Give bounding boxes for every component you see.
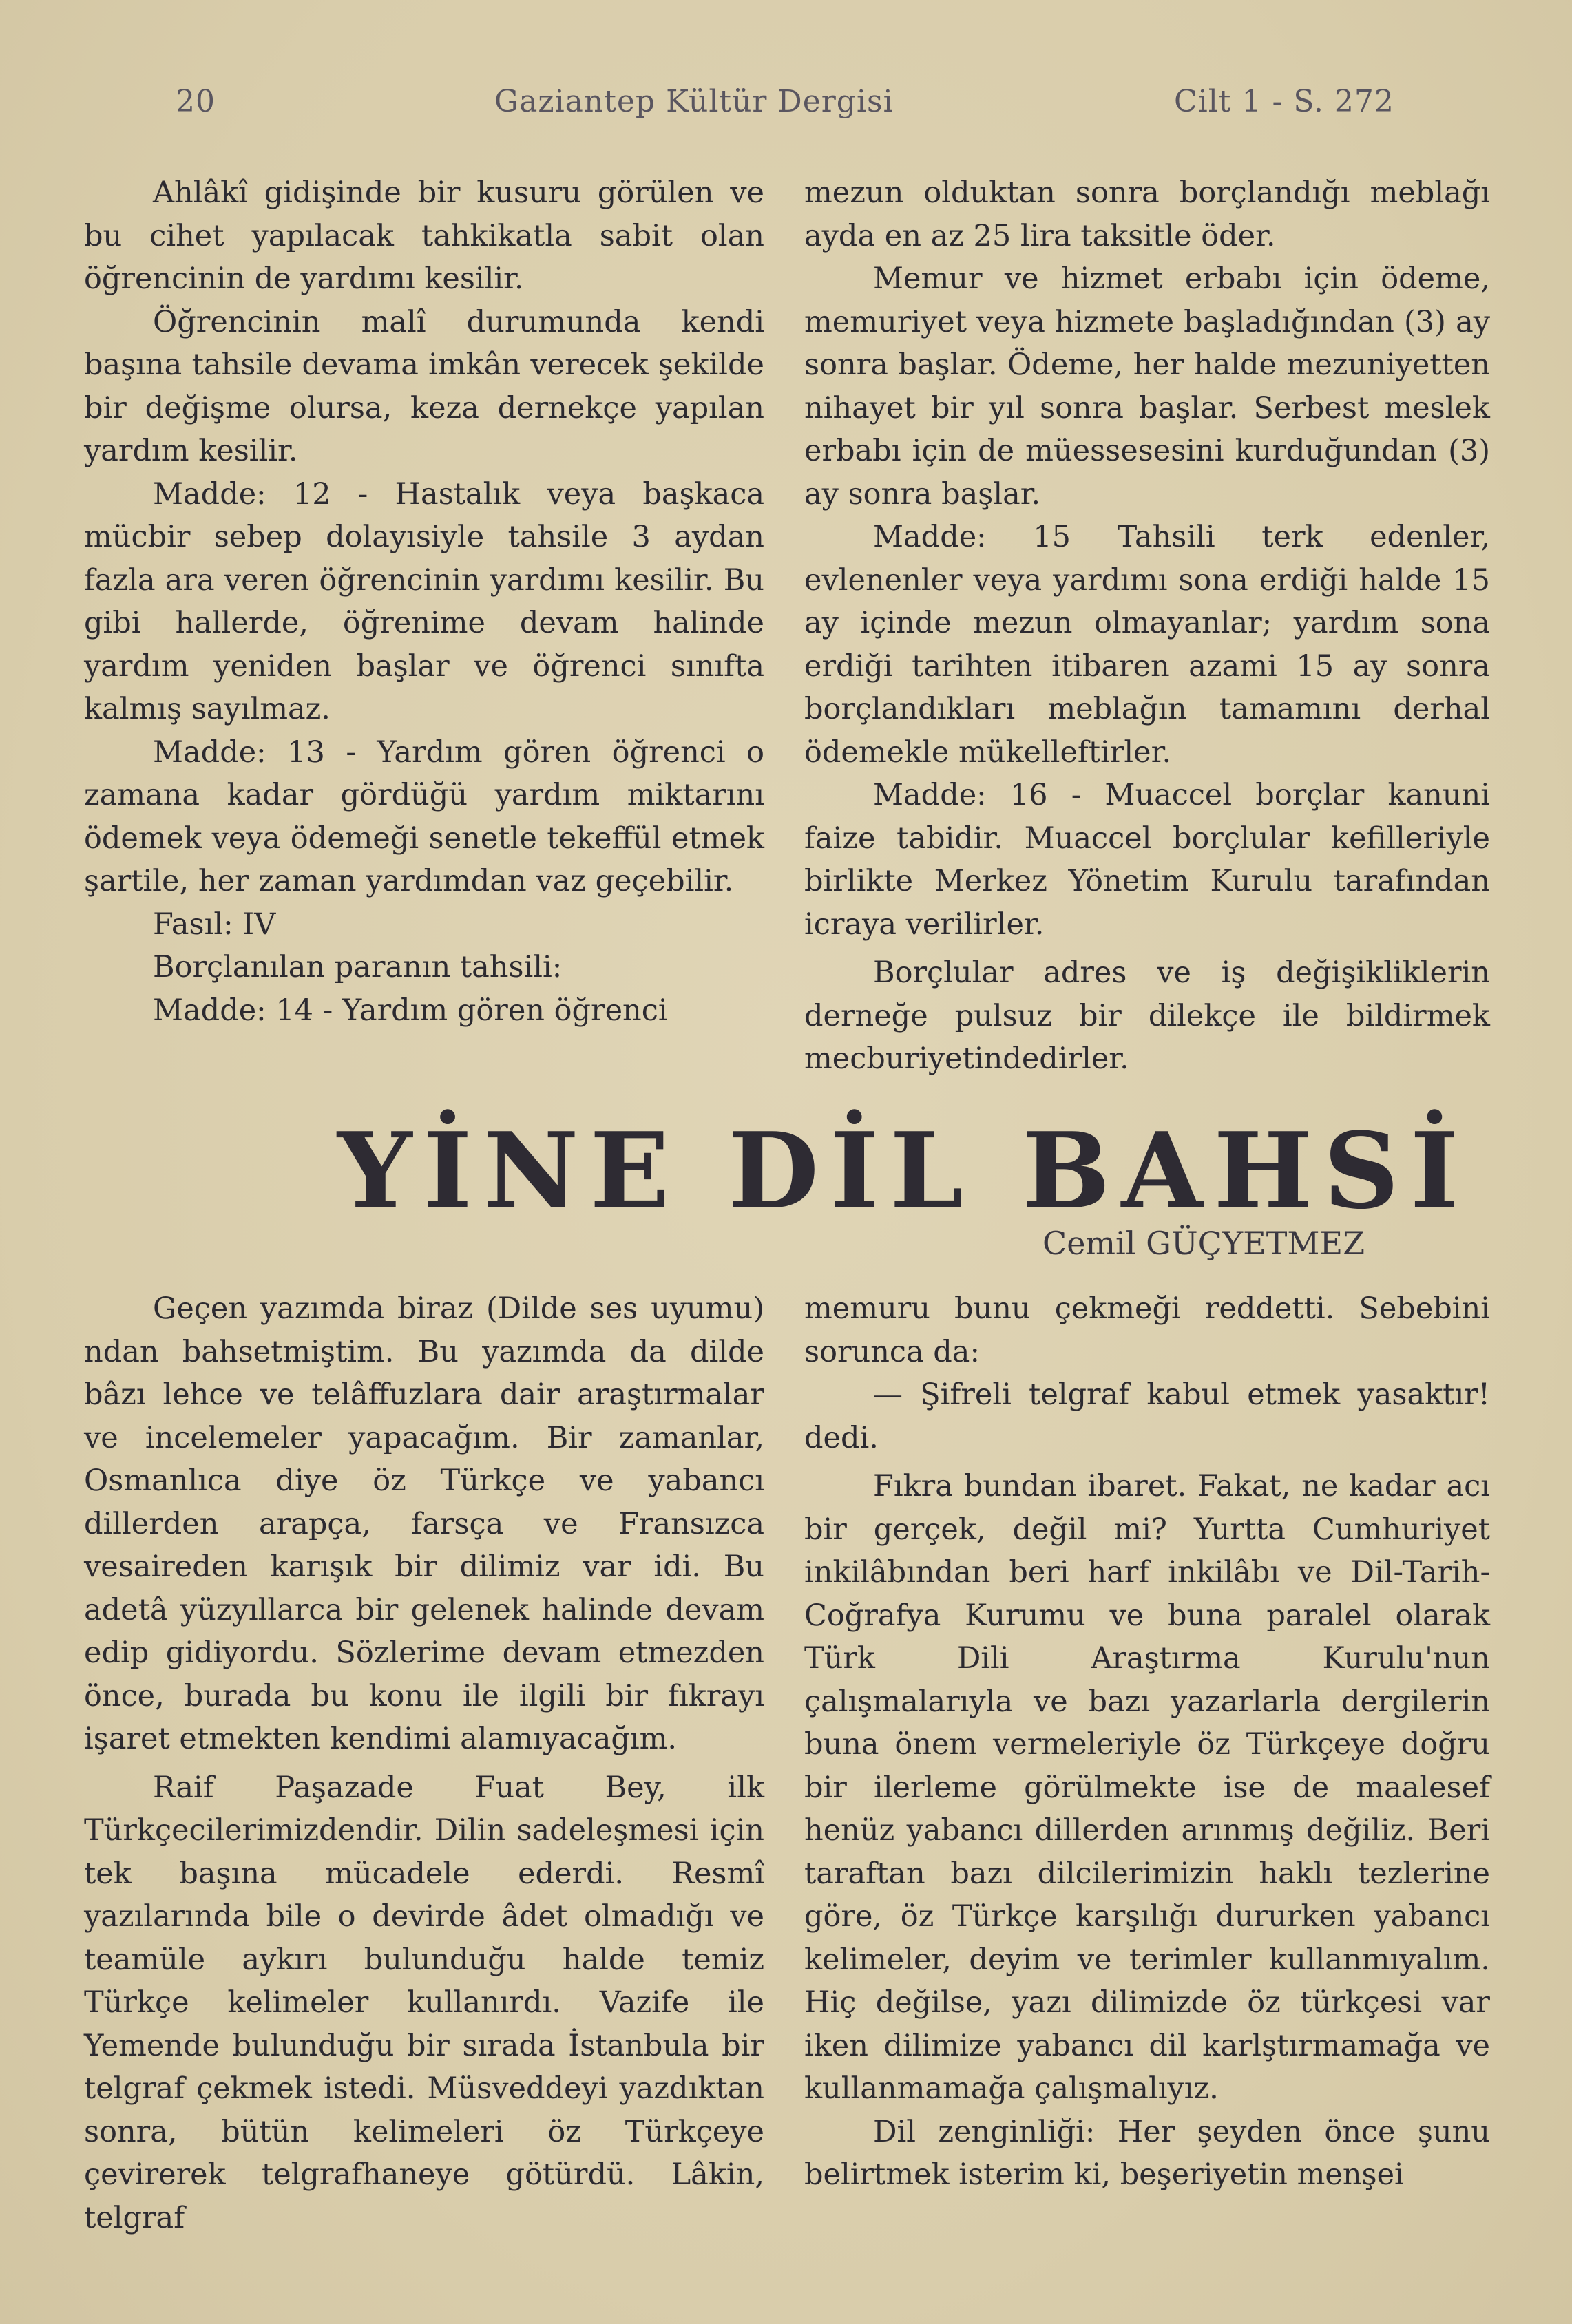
paragraph: Dil zenginliği: Her şeyden önce şunu belirtmek isterim ki, beşeriyetin menşei — [804, 2114, 1490, 2192]
paragraph: Öğrencinin malî durumunda kendi başına tahsile devama imkân verecek şekilde bir değişme olursa, keza dernekçe yapılan yardım kesilir. — [84, 304, 764, 468]
article-right-column — [804, 1287, 1490, 2197]
article-left-column — [84, 1287, 764, 2239]
article-author: Cemil GÜÇYETMEZ — [1042, 1225, 1365, 1262]
paragraph: Madde: 16 - Muaccel borçlar kanuni faize tabidir. Muaccel borçlular kefilleriyle birlikte Merkez Yönetim Kurulu tarafından icraya verilirler. — [804, 778, 1490, 942]
volume-issue: Cilt 1 - S. 272 — [1174, 84, 1394, 119]
journal-name: Gaziantep Kültür Dergisi — [494, 84, 894, 119]
top-right-column — [804, 171, 1490, 1081]
paragraph: Madde: 14 - Yardım gören öğrenci — [153, 993, 668, 1028]
section-subheading: Borçlanılan paranın tahsili: — [153, 950, 563, 984]
paragraph: Madde: 15 Tahsili terk edenler, evlenenler veya yardımı sona erdiği halde 15 ay içinde mezun olmayanlar; yardım sona erdiği tarihten itibaren azami 15 ay sonra borçlandıkları meblağın tamamını derhal ödemekle mükelleftirler. — [804, 520, 1490, 770]
dialogue-line: — Şifreli telgraf kabul etmek yasaktır! dedi. — [804, 1377, 1490, 1455]
paragraph: Geçen yazımda biraz (Dilde ses uyumu) ndan bahsetmiştim. Bu yazımda da dilde bâzı lehce ve telâffuzlara dair araştırmalar ve incelemeler yapacağım. Bir zamanlar, Osmanlıca diye öz Türkçe ve yabancı dillerden arapça, farsça ve Fransızca vesaireden karışık bir dilimiz var idi. Bu adetâ yüzyıllarca bir gelenek halinde devam edip gidiyordu. Sözlerime devam etmezden önce, burada bu konu ile ilgili bir fıkrayı işaret etmekten kendimi alamıyacağım. — [84, 1291, 764, 1756]
paragraph: Raif Paşazade Fuat Bey, ilk Türkçecilerimizdendir. Dilin sadeleşmesi için tek başına mücadele ederdi. Resmî yazılarında bile o devirde âdet olmadığı ve teamüle aykırı bulunduğu halde temiz Türkçe kelimeler kullanırdı. Vazife ile Yemende bulunduğu bir sırada İstanbula bir telgraf çekmek istedi. Müsveddeyi yazdıktan sonra, bütün kelimeleri öz Türkçeye çevirerek telgrafhaneye götürdü. Lâkin, telgraf — [84, 1770, 764, 2235]
paragraph: Borçlular adres ve iş değişikliklerin derneğe pulsuz bir dilekçe ile bildirmek mecburiyetindedirler. — [804, 955, 1490, 1076]
paragraph: memuru bunu çekmeği reddetti. Sebebini sorunca da: — [804, 1291, 1490, 1369]
paragraph: Fıkra bundan ibaret. Fakat, ne kadar acı bir gerçek, değil mi? Yurtta Cumhuriyet inkilâbından beri harf inkilâbı ve Dil-Tarih-Coğrafya Kurumu ve buna paralel olarak Türk Dili Araştırma Kurulu'nun çalışmalarıyla ve bazı yazarlarla dergilerin buna önem vermeleriyle öz Türkçeye doğru bir ilerleme görülmekte ise de maalesef henüz yabancı dillerden arınmış değiliz. Beri taraftan bazı dilcilerimizin haklı tezlerine göre, öz Türkçe karşılığı dururken yabancı kelimeler, deyim ve terimler kullanmıyalım. Hiç değilse, yazı dilimizde öz türkçesi var iken dilimize yabancı dil karlştırmamağa ve kullanmamağa çalışmalıyız. — [804, 1469, 1490, 2106]
top-left-column — [84, 171, 764, 1032]
article-title: YİNE DİL BAHSİ — [337, 1109, 1470, 1232]
paragraph: mezun olduktan sonra borçlandığı meblağı ayda en az 25 lira taksitle öder. — [804, 176, 1490, 253]
page-number: 20 — [176, 84, 216, 119]
paragraph: Madde: 12 - Hastalık veya başkaca mücbir sebep dolayısiyle tahsile 3 aydan fazla ara veren öğrencinin yardımı kesilir. Bu gibi hallerde, öğrenime devam halinde yardım yeniden başlar ve öğrenci sınıfta kalmış sayılmaz. — [84, 476, 764, 726]
section-heading: Fasıl: IV — [153, 907, 276, 942]
paragraph: Madde: 13 - Yardım gören öğrenci o zamana kadar gördüğü yardım miktarını ödemek veya ödemeği senetle tekeffül etmek şartile, her zaman yardımdan vaz geçebilir. — [84, 735, 764, 898]
paragraph: Memur ve hizmet erbabı için ödeme, memuriyet veya hizmete başladığından (3) ay sonra başlar. Ödeme, her halde mezuniyetten nihayet bir yıl sonra başlar. Serbest meslek erbabı için de müessesesini kurduğundan (3) ay sonra başlar. — [804, 262, 1490, 511]
paragraph: Ahlâkî gidişinde bir kusuru görülen ve bu cihet yapılacak tahkikatla sabit olan öğrencinin de yardımı kesilir. — [84, 176, 764, 296]
